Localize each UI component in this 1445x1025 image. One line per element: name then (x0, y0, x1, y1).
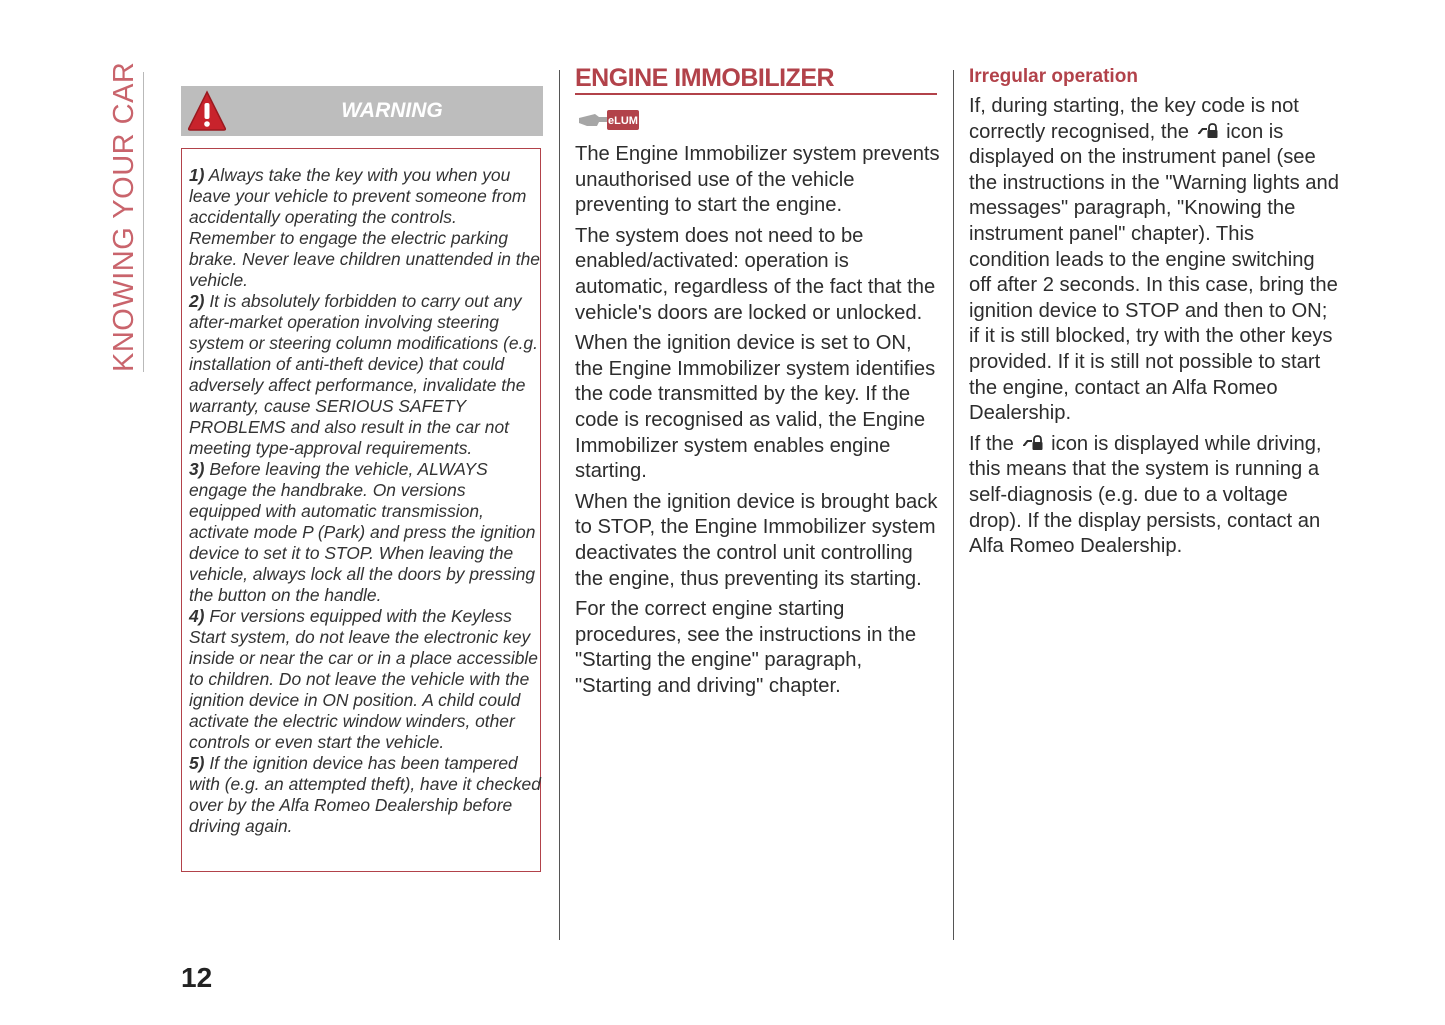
warning-item: 3) Before leaving the vehicle, ALWAYS engage the handbrake. On versions equipped with automatic transmission, activate mode P (Park) and press the ignition device to set it to STOP. When leaving the vehicle, always lock all the doors by pressing the button on the handle. (189, 459, 536, 605)
paragraph: The Engine Immobilizer system prevents unauthorised use of the vehicle preventing to start the engine. (575, 143, 940, 217)
warning-item: 4) For versions equipped with the Keyless Start system, do not leave the electronic key inside or near the car or in a place accessible to children. Do not leave the vehicle with the ignition device in ON position. A child could activate the electric window winders, other controls or even start the vehicle. (189, 606, 538, 752)
side-chapter-title: KNOWING YOUR CAR (108, 61, 140, 372)
warning-title: WARNING (341, 99, 443, 122)
subsection-title: Irregular operation (969, 66, 1138, 87)
elum-badge-icon (577, 108, 641, 132)
elum-badge-label: eLUM (608, 115, 638, 127)
paragraph: If the icon is displayed while driving, this means that the system is running a self-diagnosis (e.g. due to a voltage drop). If the display persists, contact an Alfa Romeo Dealership. (969, 432, 1322, 558)
warning-triangle-icon (187, 90, 227, 132)
paragraph: When the ignition device is set to ON, the Engine Immobilizer system identifies the code transmitted by the key. If the code is recognised as valid, the Engine Immobilizer system enables engine starting. (575, 332, 936, 483)
immobilizer-lock-icon (1197, 123, 1219, 139)
warning-header (181, 86, 543, 136)
page-number: 12 (181, 962, 213, 993)
irregular-body (969, 94, 1339, 565)
warning-item: 2) It is absolutely forbidden to carry out any after-market operation involving steering system or steering column modifications (e.g. installation of anti-theft device) that could adversely affect performance, invalidate the warranty, cause SERIOUS SAFETY PROBLEMS and also result in the car not meeting type-approval requirements. (189, 291, 538, 458)
immobilizer-lock-icon (1022, 435, 1044, 451)
column-divider (953, 70, 954, 940)
section-title: ENGINE IMMOBILIZER (575, 64, 835, 92)
paragraph: If, during starting, the key code is not correctly recognised, the icon is displayed on the instrument panel (see the instructions in the "Warning lights and messages" paragraph, "Knowing the instrument panel" chapter). This condition leads to the engine switching off after 2 seconds. In this case, bring the ignition device to STOP and then to ON; if it is still blocked, try with the other keys provided. If it is still not possible to start the engine, contact an Alfa Romeo Dealership. (969, 95, 1339, 425)
immobilizer-body (575, 142, 940, 704)
paragraph: For the correct engine starting procedures, see the instructions in the "Starting the engine" paragraph, "Starting and driving" chapter. (575, 598, 917, 697)
column-divider (559, 70, 560, 940)
warning-item: 5) If the ignition device has been tampered with (e.g. an attempted theft), have it checked over by the Alfa Romeo Dealership before driving again. (189, 753, 541, 836)
section-title-rule (575, 93, 937, 95)
warning-item: 1) Always take the key with you when you leave your vehicle to prevent someone from accidentally operating the controls. Remember to engage the electric parking brake. Never leave children unattended in the vehicle. (189, 165, 540, 290)
paragraph: The system does not need to be enabled/activated: operation is automatic, regardless of the fact that the vehicle's doors are locked or unlocked. (575, 224, 936, 324)
paragraph: When the ignition device is brought back to STOP, the Engine Immobilizer system deactivates the control unit controlling the engine, thus preventing its starting. (575, 490, 938, 590)
side-divider (143, 72, 144, 372)
warning-text (189, 165, 541, 837)
